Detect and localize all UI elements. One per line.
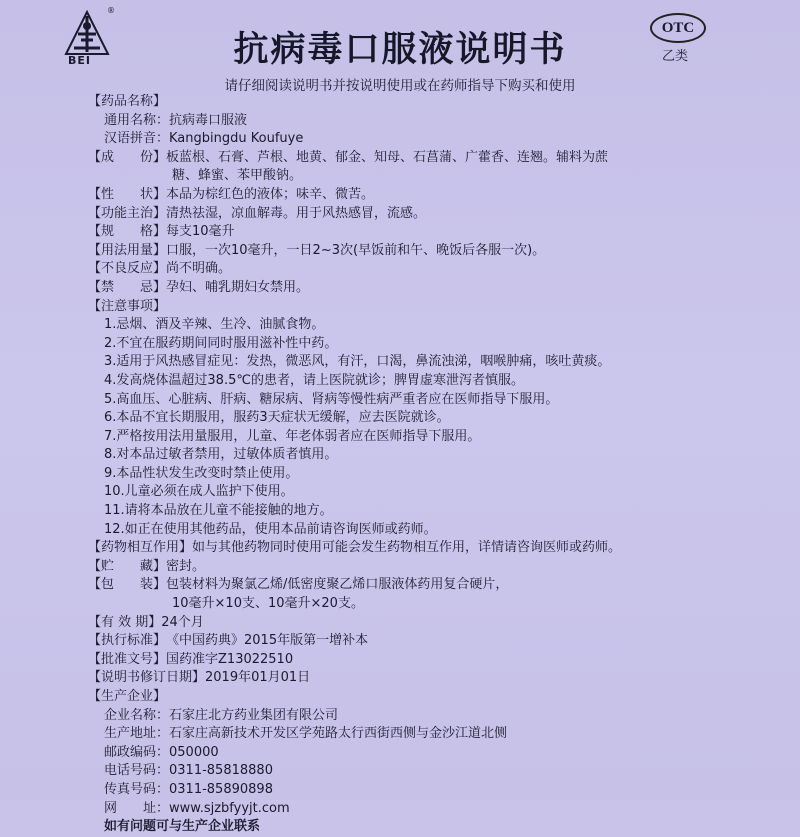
- function-label: 【功能主治】: [88, 205, 167, 221]
- spec-label: 【规 格】: [88, 224, 167, 240]
- website-label: 网 址：: [104, 800, 170, 816]
- usage-label: 【用法用量】: [88, 242, 167, 258]
- website-row: [88, 800, 728, 819]
- revision-label: 【说明书修订日期】: [88, 670, 206, 686]
- standard-row: [88, 632, 728, 651]
- taboo-value: 孕妇、哺乳期妇女禁用。: [166, 279, 310, 295]
- precaution-item: 8.对本品过敏者禁用，过敏体质者慎用。: [104, 447, 338, 463]
- storage-row: [88, 558, 728, 577]
- taboo-label: 【禁 忌】: [88, 279, 167, 295]
- standard-label: 【执行标准】: [88, 633, 167, 649]
- character-value: 本品为棕红色的液体；味辛、微苦。: [166, 186, 375, 202]
- precaution-item: 12.如正在使用其他药品，使用本品前请咨询医师或药师。: [104, 521, 437, 537]
- contact-footer: 如有问题可与生产企业联系: [104, 819, 261, 835]
- phone-value: 0311-85818880: [169, 763, 273, 779]
- fax-value: 0311-85890898: [169, 781, 273, 797]
- usage-notice: 请仔细阅读说明书并按说明使用或在药师指导下购买和使用: [224, 78, 576, 94]
- company-label: 企业名称：: [104, 707, 170, 723]
- company-value: 石家庄北方药业集团有限公司: [169, 707, 339, 723]
- revision-value: 2019年01月01日: [205, 670, 311, 686]
- revision-row: [88, 669, 728, 688]
- character-row: [88, 186, 728, 205]
- fax-label: 传真号码：: [104, 781, 170, 797]
- precaution-item: 7.严格按用法用量服用，儿童、年老体弱者应在医师指导下服用。: [104, 428, 481, 444]
- taboo-row: [88, 279, 728, 298]
- precaution-item: 1.忌烟、酒及辛辣、生冷、油腻食物。: [104, 317, 325, 333]
- usage-row: [88, 242, 728, 261]
- address-row: [88, 725, 728, 744]
- phone-label: 电话号码：: [104, 763, 170, 779]
- instruction-body: [88, 93, 728, 837]
- ingredients-continued: 糖、蜂蜜、苯甲酸钠。: [172, 168, 303, 184]
- package-value: 包装材料为聚氯乙烯/低密度聚乙烯口服液体药用复合硬片，: [166, 577, 509, 593]
- standard-value: 《中国药典》2015年版第一增补本: [166, 633, 369, 649]
- logo-text: BEI: [68, 54, 91, 67]
- precaution-item: 9.本品性状发生改变时禁止使用。: [104, 465, 299, 481]
- pinyin-value: Kangbingdu Koufuye: [169, 131, 304, 147]
- validity-row: [88, 614, 728, 633]
- precaution-item: 10.儿童必须在成人监护下使用。: [104, 484, 294, 500]
- name-section-header: 【药品名称】: [88, 94, 167, 109]
- website-value: www.sjzbfyyjt.com: [169, 800, 290, 816]
- registered-mark: ®: [107, 6, 115, 15]
- usage-value: 口服，一次10毫升，一日2~3次(早饭前和午、晚饭后各服一次)。: [166, 242, 546, 258]
- validity-label: 【有 效 期】: [88, 614, 162, 630]
- approval-row: [88, 651, 728, 670]
- ingredients-row: [88, 149, 728, 168]
- ingredients-label: 【成 份】: [88, 149, 167, 165]
- precaution-item: 4.发高烧体温超过38.5℃的患者，请上医院就诊；脾胃虚寒泄泻者慎服。: [104, 372, 524, 388]
- adverse-label: 【不良反应】: [88, 261, 167, 277]
- fax-row: [88, 781, 728, 800]
- company-row: [88, 707, 728, 726]
- precaution-item: 11.请将本品放在儿童不能接触的地方。: [104, 503, 333, 519]
- address-value: 石家庄高新技术开发区学苑路太行西街西侧与金沙江道北侧: [169, 726, 508, 742]
- approval-value: 国药准字Z13022510: [166, 651, 294, 667]
- interaction-row: [88, 539, 728, 558]
- postcode-label: 邮政编码：: [104, 744, 170, 760]
- interaction-label: 【药物相互作用】: [88, 540, 193, 556]
- approval-label: 【批准文号】: [88, 651, 167, 667]
- function-row: [88, 205, 728, 224]
- precautions-header: 【注意事项】: [88, 298, 167, 314]
- manufacturer-header: 【生产企业】: [88, 689, 167, 704]
- interaction-value: 如与其他药物同时使用可能会发生药物相互作用，详情请咨询医师或药师。: [192, 540, 622, 556]
- precaution-item: 3.适用于风热感冒症见：发热，微恶风，有汗，口渴，鼻流浊涕，咽喉肿痛，咳吐黄痰。: [104, 354, 611, 370]
- postcode-row: [88, 744, 728, 763]
- adverse-value: 尚不明确。: [166, 261, 232, 277]
- otc-class: 乙类: [662, 49, 689, 64]
- precaution-item: 5.高血压、心脏病、肝病、糖尿病、肾病等慢性病严重者应在医师指导下服用。: [104, 391, 559, 407]
- common-name-label: 通用名称：: [104, 112, 170, 128]
- package-continued: 10毫升×10支、10毫升×20支。: [172, 596, 364, 612]
- storage-label: 【贮 藏】: [88, 558, 167, 574]
- spec-value: 每支10毫升: [166, 224, 235, 240]
- pinyin-label: 汉语拼音：: [104, 131, 170, 147]
- function-value: 清热祛湿，凉血解毒。用于风热感冒，流感。: [166, 205, 427, 221]
- document-title: 抗病毒口服液说明书: [233, 29, 567, 70]
- address-label: 生产地址：: [104, 726, 170, 742]
- precaution-item: 2.不宜在服药期间同时服用滋补性中药。: [104, 335, 338, 351]
- validity-value: 24个月: [161, 614, 204, 630]
- package-row: [88, 576, 728, 595]
- package-label: 【包 装】: [88, 577, 167, 593]
- common-name-value: 抗病毒口服液: [169, 112, 248, 128]
- ingredients-value: 板蓝根、石膏、芦根、地黄、郁金、知母、石菖蒲、广藿香、连翘。辅料为蔗: [166, 149, 609, 165]
- character-label: 【性 状】: [88, 186, 167, 202]
- common-name-row: [88, 112, 728, 131]
- postcode-value: 050000: [169, 744, 219, 760]
- precaution-item: 6.本品不宜长期服用，服药3天症状无缓解，应去医院就诊。: [104, 410, 450, 426]
- pinyin-row: [88, 130, 728, 149]
- phone-row: [88, 762, 728, 781]
- otc-badge: OTC: [650, 13, 706, 43]
- storage-value: 密封。: [166, 558, 206, 574]
- spec-row: [88, 223, 728, 242]
- adverse-row: [88, 260, 728, 279]
